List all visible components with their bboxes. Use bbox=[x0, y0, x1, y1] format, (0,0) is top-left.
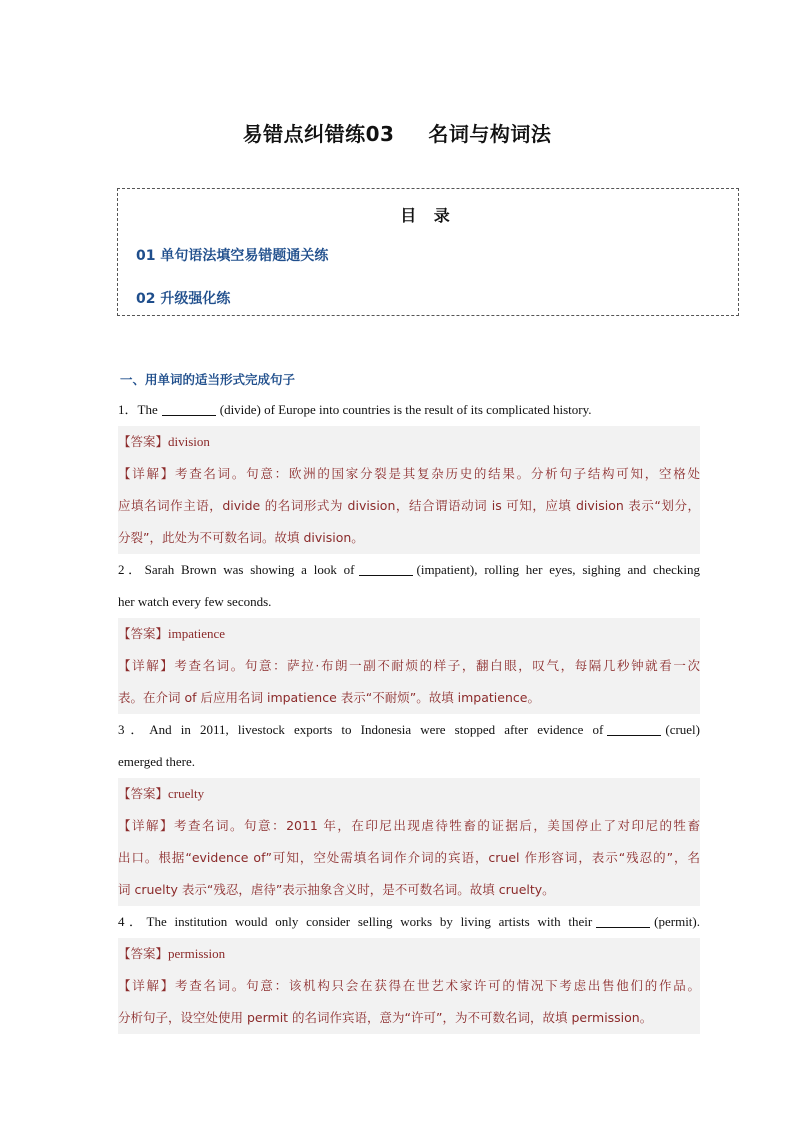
question-3-cont: emerged there. bbox=[118, 754, 195, 769]
section-title: 一、用单词的适当形式完成句子 bbox=[120, 372, 296, 387]
answer-blank bbox=[162, 401, 216, 416]
detail-line: 【详解】考查名词。句意：该机构只会在获得在世艺术家许可的情况下考虑出售他们的作品。 bbox=[118, 970, 700, 1002]
answer-row: 【答案】permission bbox=[118, 938, 700, 970]
answer-blank bbox=[359, 561, 413, 576]
detail-line: 【详解】考查名词。句意：2011 年，在印尼出现虐待牲畜的证据后，美国停止了对印尼的牲畜 bbox=[118, 810, 700, 842]
question-1: 1．The (divide) of Europe into countries is the result of its complicated history. bbox=[118, 402, 592, 417]
answer-blank bbox=[607, 721, 661, 736]
table-of-contents bbox=[117, 188, 739, 316]
detail-line: 出口。根据“evidence of”可知，空处需填名词作介词的宾语，cruel 作形容词，表示“残忍的”，名 bbox=[118, 842, 700, 874]
detail-line: 词 cruelty 表示“残忍，虐待”表示抽象含义时，是不可数名词。故填 cruelty。 bbox=[118, 874, 700, 906]
answer-row: 【答案】cruelty bbox=[118, 778, 700, 810]
detail-line: 分析句子，设空处使用 permit 的名词作宾语，意为“许可”，为不可数名词，故填 permission。 bbox=[118, 1002, 700, 1034]
answer-row: 【答案】division bbox=[118, 426, 700, 458]
toc-heading: 目 录 bbox=[400, 206, 456, 225]
question-3: 3．And in 2011, livestock exports to Indonesia were stopped after evidence of (cruel) bbox=[118, 722, 700, 737]
page-title bbox=[0, 118, 794, 147]
detail-line: 应填名词作主语，divide 的名词形式为 division，结合谓语动词 is 可知，应填 division 表示“划分， bbox=[118, 490, 700, 522]
question-4: 4．The institution would only consider selling works by living artists with their (permit). bbox=[118, 914, 700, 929]
detail-line: 表。在介词 of 后应用名词 impatience 表示“不耐烦”。故填 impatience。 bbox=[118, 682, 700, 714]
question-list bbox=[118, 394, 700, 1034]
detail-line: 【详解】考查名词。句意：欧洲的国家分裂是其复杂历史的结果。分析句子结构可知，空格处 bbox=[118, 458, 700, 490]
detail-line: 【详解】考查名词。句意：萨拉·布朗一副不耐烦的样子，翻白眼，叹气，每隔几秒钟就看一次 bbox=[118, 650, 700, 682]
title-main: 易错点纠错练03 bbox=[242, 122, 395, 146]
toc-item-02[interactable]: 02 升级强化练 bbox=[136, 291, 231, 307]
detail-line: 分裂”，此处为不可数名词。故填 division。 bbox=[118, 522, 700, 554]
title-sub: 名词与构词法 bbox=[428, 122, 552, 146]
answer-blank bbox=[596, 913, 650, 928]
toc-item-01[interactable]: 01 单句语法填空易错题通关练 bbox=[136, 248, 329, 264]
answer-row: 【答案】impatience bbox=[118, 618, 700, 650]
question-2-cont: her watch every few seconds. bbox=[118, 594, 272, 609]
question-2: 2．Sarah Brown was showing a look of (impatient), rolling her eyes, sighing and checking bbox=[118, 562, 700, 577]
